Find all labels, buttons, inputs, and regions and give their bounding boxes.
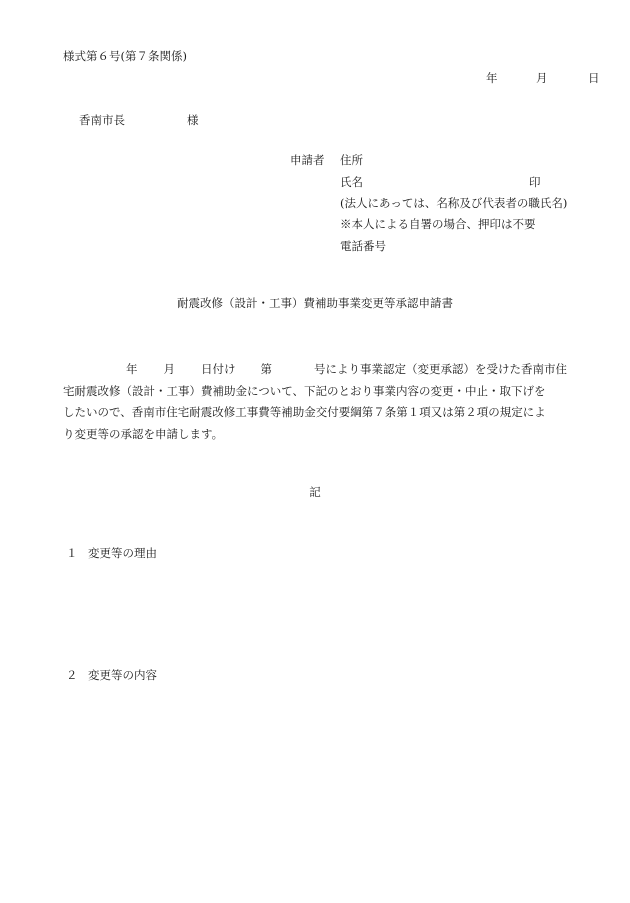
body-line-4: り変更等の承認を申請します。 — [63, 426, 224, 441]
item-number: ２ — [66, 668, 78, 682]
ki-heading: 記 — [309, 485, 321, 499]
body-line-2: 宅耐震改修（設計・工事）費補助金について、下記のとおり事業内容の変更・中止・取下げを — [63, 383, 546, 398]
date-day-label: 日 — [588, 71, 600, 85]
applicant-label: 申請者 — [290, 153, 325, 167]
body-line1-rest: 号により事業認定（変更承認）を受けた香南市住 — [314, 362, 567, 376]
recipient-name: 香南市長 — [79, 113, 125, 127]
body-date-suffix: 日付け — [201, 362, 236, 376]
form-number: 様式第６号(第７条関係) — [63, 49, 187, 63]
item-label: 変更等の理由 — [88, 546, 157, 560]
recipient-honorific: 様 — [187, 113, 199, 127]
phone-label: 電話番号 — [340, 239, 386, 253]
body-paragraph — [63, 359, 603, 445]
date-line — [486, 73, 598, 87]
document-title: 耐震改修（設計・工事）費補助事業変更等承認申請書 — [177, 296, 453, 310]
item-number: １ — [66, 546, 78, 560]
item-reason — [66, 548, 157, 560]
body-line-1 — [63, 359, 603, 381]
address-label: 住所 — [340, 153, 363, 167]
self-sign-note: ※本人による自署の場合、押印は不要 — [340, 217, 536, 231]
date-month-label: 月 — [536, 71, 548, 85]
body-month: 月 — [163, 362, 175, 376]
name-label: 氏名 — [340, 175, 363, 189]
item-content — [66, 670, 157, 682]
body-number-prefix: 第 — [260, 362, 272, 376]
item-label: 変更等の内容 — [88, 668, 157, 682]
seal-mark: 印 — [529, 175, 541, 189]
body-year: 年 — [126, 362, 138, 376]
body-line-3: したいので、香南市住宅耐震改修工事費等補助金交付要綱第７条第１項又は第２項の規定によ — [63, 405, 546, 419]
date-year-label: 年 — [486, 71, 498, 85]
corporate-note: (法人にあっては、名称及び代表者の職氏名) — [340, 196, 568, 210]
